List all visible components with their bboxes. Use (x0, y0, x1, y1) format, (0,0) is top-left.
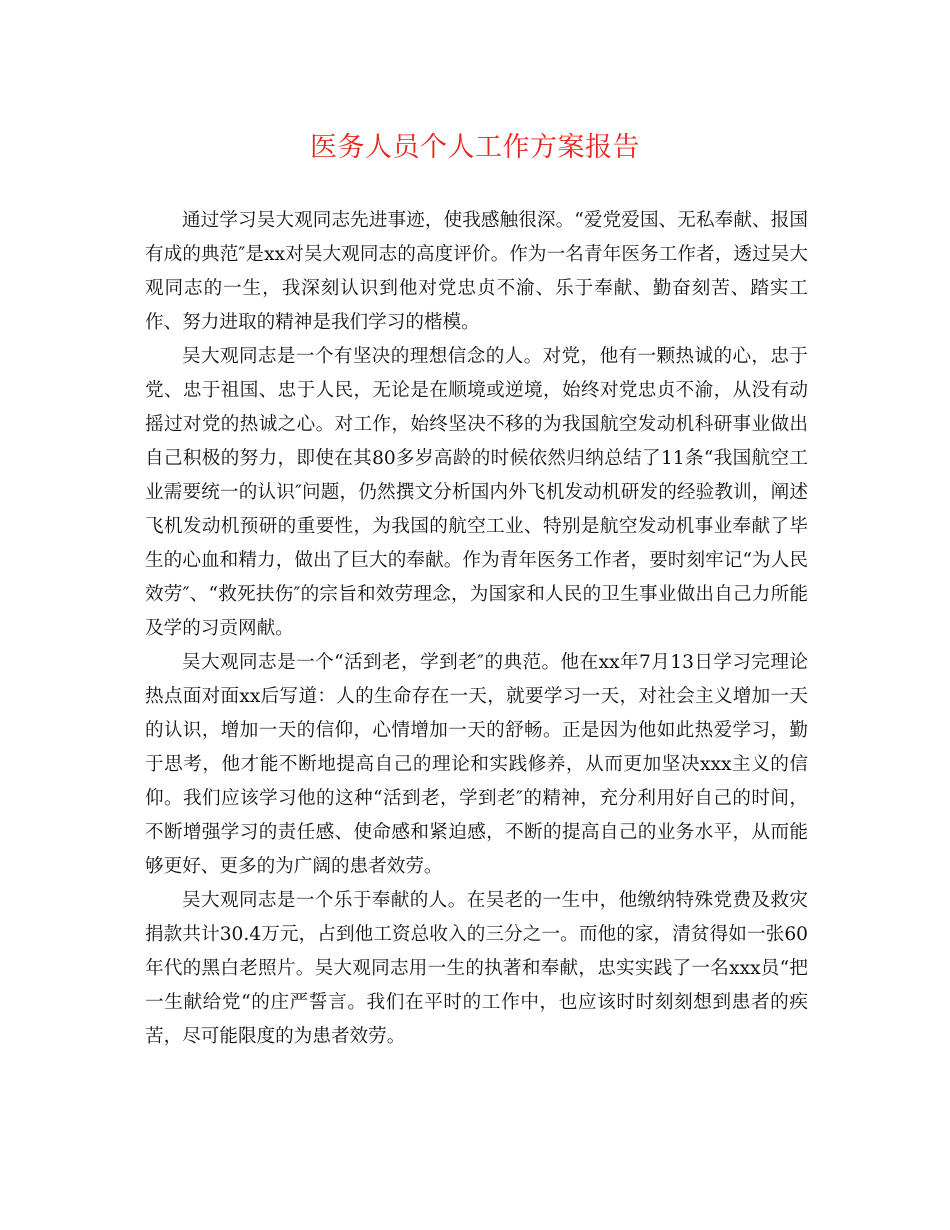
paragraph: 吴大观同志是一个乐于奉献的人。在吴老的一生中，他缴纳特殊党费及救灾捐款共计30.4万元，占到他工资总收入的三分之一。而他的家，清贫得如一张60年代的黑白老照片。吴大观同志用一生的执著和奉献，忠实实践了一名xxx员“把一生献给党“的庄严誓言。我们在平时的工作中，也应该时时刻刻想到患者的疾苦，尽可能限度的为患者效劳。 (145, 890, 808, 1047)
document-body (145, 204, 808, 1054)
paragraph: 吴大观同志是一个有坚决的理想信念的人。对党，他有一颗热诚的心，忠于党、忠于祖国、忠于人民，无论是在顺境或逆境，始终对党忠贞不渝，从没有动摇过对党的热诚之心。对工作，始终坚决不移的为我国航空发动机科研事业做出自己积极的努力，即使在其80多岁高龄的时候依然归纳总结了11条“我国航空工业需要统一的认识″问题，仍然撰文分析国内外飞机发动机研发的经验教训，阐述飞机发动机预研的重要性，为我国的航空工业、特别是航空发动机事业奉献了毕生的心血和精力，做出了巨大的奉献。作为青年医务工作者，要时刻牢记“为人民效劳″、“救死扶伤″的宗旨和效劳理念，为国家和人民的卫生事业做出自己力所能及学的习贡网献。 (145, 346, 808, 639)
paragraph: 通过学习吴大观同志先进事迹，使我感触很深。“爱党爱国、无私奉献、报国有成的典范″是xx对吴大观同志的高度评价。作为一名青年医务工作者，透过吴大观同志的一生，我深刻认识到他对党忠贞不渝、乐于奉献、勤奋刻苦、踏实工作、努力进取的精神是我们学习的楷模。 (145, 210, 808, 333)
paragraph: 吴大观同志是一个“活到老，学到老″的典范。他在xx年7月13日学习完理论热点面对面xx后写道：人的生命存在一天，就要学习一天，对社会主义增加一天的认识，增加一天的信仰，心情增加一天的舒畅。正是因为他如此热爱学习，勤于思考，他才能不断地提高自己的理论和实践修养，从而更加坚决xxx主义的信仰。我们应该学习他的这种“活到老，学到老″的精神，充分利用好自己的时间，不断增强学习的责任感、使命感和紧迫感，不断的提高自己的业务水平，从而能够更好、更多的为广阔的患者效劳。 (145, 652, 808, 877)
document-title: 医务人员个人工作方案报告 (310, 132, 640, 163)
